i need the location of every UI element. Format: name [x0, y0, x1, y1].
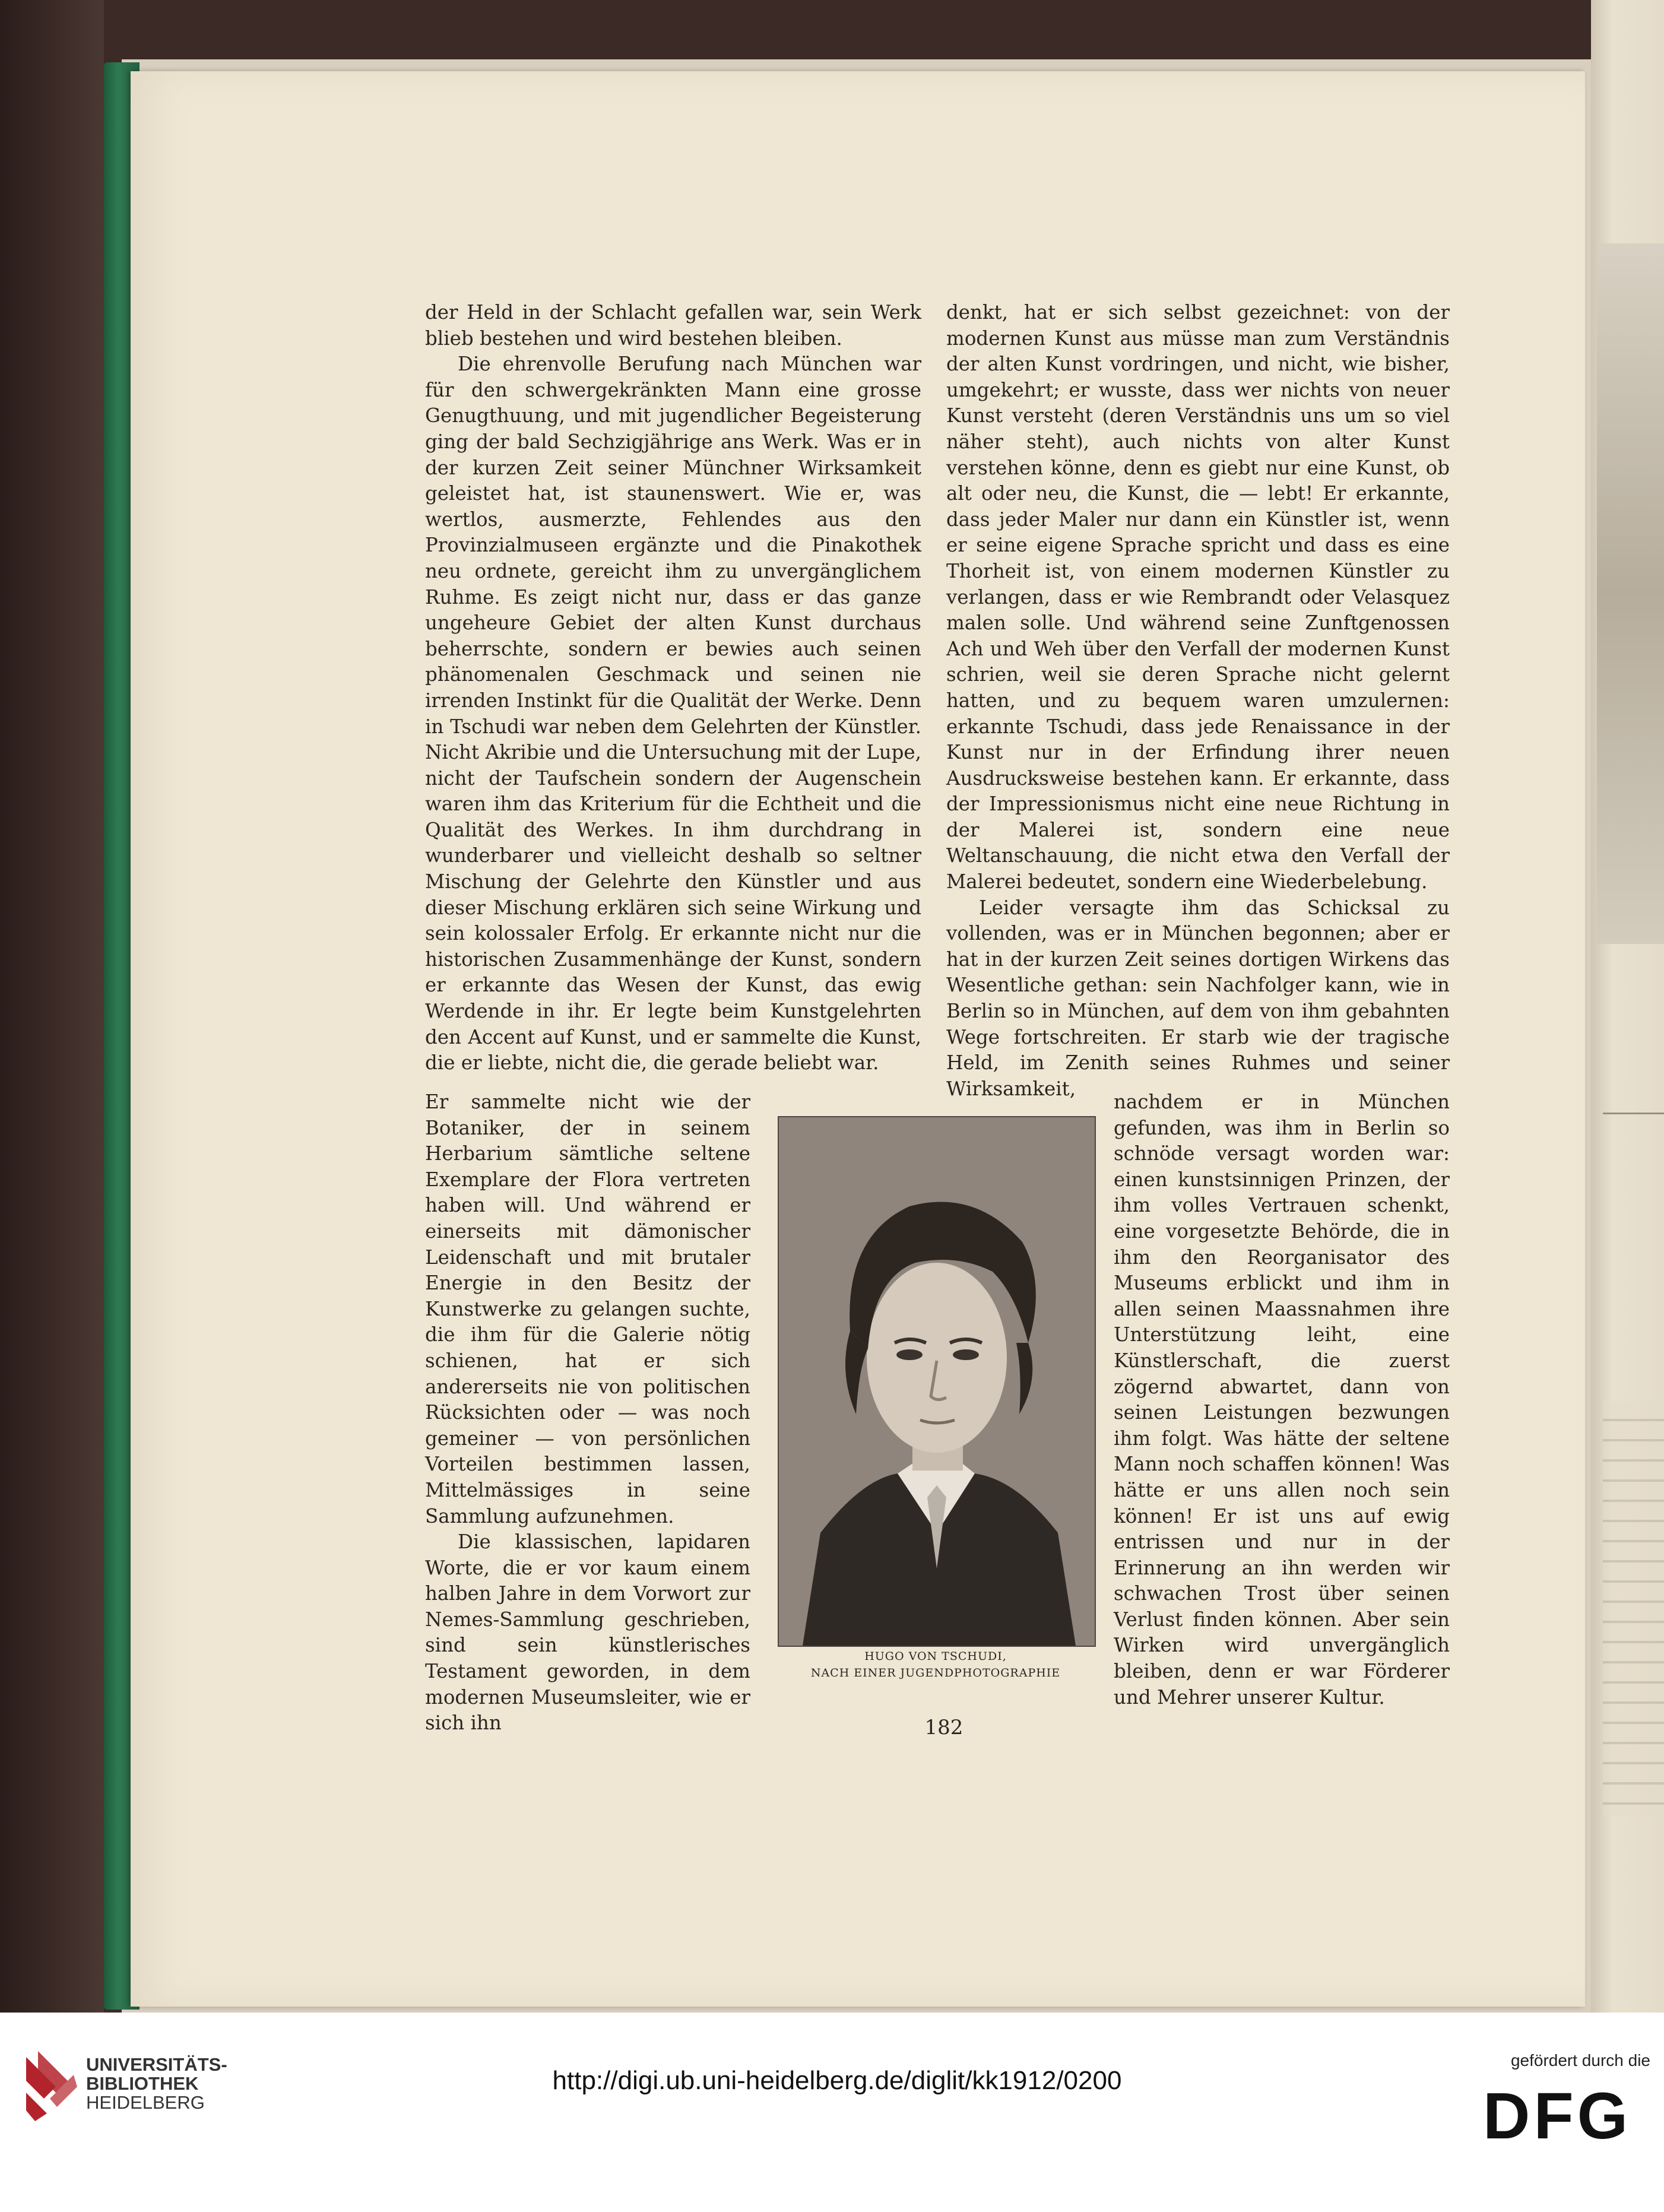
page-number: 182: [924, 1716, 963, 1739]
permalink-url[interactable]: http://digi.ub.uni-heidelberg.de/diglit/kk1912/0200: [552, 2066, 1122, 2095]
left-paragraph-1: der Held in der Schlacht gefallen war, sein Werk blieb bestehen und wird bestehen bleiben.: [425, 301, 921, 350]
caption-line-1: HUGO VON TSCHUDI,: [864, 1650, 1007, 1663]
viewer-footer: [0, 2013, 1664, 2212]
right-column-wrapped: [1114, 1089, 1450, 1710]
caption-line-2: NACH EINER JUGENDPHOTOGRAPHIE: [810, 1666, 1061, 1679]
portrait-photo: [778, 1116, 1096, 1647]
facing-page-text: [1603, 1401, 1664, 1817]
left-paragraph-3: Er sammelte nicht wie der Botaniker, der in seinem Herbarium sämtliche seltene Exemplare der Flora vertreten haben will. Und während er einerseits mit dämonischer Leidenschaft und mit brutaler Energie in den Besitz der Kunstwerke zu gelangen suchte, die ihm für die Galerie nötig schienen, hat er sich andererseits nie von politischen Rücksichten oder — was noch gemeiner — von persönlichen Vorteilen bestimmen lassen, Mittelmässiges in seine Sammlung aufzunehmen.: [425, 1091, 750, 1528]
left-column-wrapped: [425, 1089, 750, 1736]
university-library-logo-icon: [20, 2051, 77, 2121]
library-name-line-1: UNIVERSITÄTS-: [86, 2054, 227, 2075]
dfg-logo: DFG: [1483, 2080, 1632, 2153]
right-paragraph-3: nachdem er in München gefunden, was ihm in Berlin so schnöde versagt worden war: einen kunstsinnigen Prinzen, der ihm volles Vertrauen schenkt, eine vorgesetzte Behörde, die in ihm den Reorganisator des Museums erblickt und ihm in allen seinen Maassnahmen ihre Unterstützung leiht, eine Künstlerschaft, die zuerst zögernd abwartet, dann von seinen Leistungen bezwungen ihm folgt. Was hätte der seltene Mann noch schaffen können! Was hätte er uns allen noch sein können! Er ist uns auf ewig entrissen und nur in der Erinnerung an ihn werden wir schwachen Trost über seinen Verlust finden können. Aber sein Wirken wird unvergänglich bleiben, denn er war Förderer und Mehrer unserer Kultur.: [1114, 1091, 1450, 1709]
left-paragraph-2: Die ehrenvolle Berufung nach München war für den schwergekränkten Mann eine grosse Genugthuung, und mit jugendlicher Begeisterung ging der bald Sechzigjährige ans Werk. Was er in der kurzen Zeit seiner Münchner Wirksamkeit geleistet hat, ist staunenswert. Wie er, was wertlos, ausmerzte, Fehlendes aus den Provinzialmuseen ergänzte und die Pinakothek neu ordnete, gereicht ihm zu unvergänglichem Ruhme. Es zeigt nicht nur, dass er das ganze ungeheure Gebiet der alten Kunst durchaus beherrschte, sondern er bewies auch seinen phänomenalen Geschmack und seinen nie irrenden Instinkt für die Qualität der Werke. Denn in Tschudi war neben dem Gelehrten der Künstler. Nicht Akribie und die Untersuchung mit der Lupe, nicht der Taufschein sondern der Augenschein waren ihm das Kriterium für die Echtheit und die Qualität des Werkes. In ihm durchdrang in wunderbarer und vielleicht deshalb so seltner Mischung der Gelehrte den Künstler und aus dieser Mischung erklären sich seine Wirkung und sein kolossaler Erfolg. Er erkannte nicht nur die historischen Zusammenhänge der Kunst, sondern er erkannte das Wesen der Kunst, das ewig Werdende in ihr. Er legte beim Kunstgelehrten den Accent auf Kunst, und er sammelte die Kunst, die er liebte, nicht die, die gerade beliebt war.: [425, 353, 921, 1075]
facing-page-rule: [1603, 1104, 1664, 1114]
scan-background-left: [0, 0, 104, 2013]
library-name: [86, 2055, 227, 2112]
portrait-caption: [766, 1648, 1105, 1681]
right-column: [946, 300, 1450, 1102]
library-name-line-3: HEIDELBERG: [86, 2092, 205, 2113]
left-paragraph-4: Die klassischen, lapidaren Worte, die er vor kaum einem halben Jahre in dem Vorwort zur Nemes-Sammlung geschrieben, sind sein künstlerisches Testament geworden, in dem modernen Museumsleiter, wie er sich ihn: [425, 1530, 750, 1735]
left-column: [425, 300, 921, 1076]
library-name-line-2: BIBLIOTHEK: [86, 2073, 199, 2094]
right-paragraph-1: denkt, hat er sich selbst gezeichnet: von der modernen Kunst aus müsse man zum Verständnis der alten Kunst vordringen, und nicht, wie bisher, umgekehrt; er wusste, dass wer nichts von neuer Kunst versteht (deren Verständnis uns um so viel näher steht), auch nichts von alter Kunst verstehen könne, denn es giebt nur eine Kunst, ob alt oder neu, die Kunst, die — lebt! Er erkannte, dass jeder Maler nur dann ein Künstler ist, wenn er seine eigene Sprache spricht und dass es eine Thorheit ist, von einem modernen Künstler zu verlangen, dass er wie Rembrandt oder Velasquez malen solle. Und während seine Zunftgenossen Ach und Weh über den Verfall der modernen Kunst schrien, weil sie deren Sprache nicht gelernt hatten, und zu bequem waren umzulernen: erkannte Tschudi, dass jede Renaissance in der Kunst nur in der Erfindung ihrer neuen Ausdrucksweise bestehen kann. Er erkannte, dass der Impressionismus nicht eine neue Richtung in der Malerei ist, sondern eine neue Weltanschauung, die nicht etwa den Verfall der Malerei bedeutet, sondern eine Wiederbelebung.: [946, 301, 1450, 893]
funding-label: gefördert durch die: [1510, 2051, 1650, 2070]
facing-page-image: [1597, 243, 1664, 944]
portrait-illustration: [779, 1117, 1095, 1646]
right-paragraph-2: Leider versagte ihm das Schicksal zu vollenden, was er in München begonnen; aber er hat in der kurzen Zeit seines dortigen Wirkens das Wesentliche gethan: sein Nachfolger kann, wie in Berlin so in München, auf dem von ihm gebahnten Wege fortschreiten. Er starb wie der tragische Held, im Zenith seines Ruhmes und seiner Wirksamkeit,: [946, 896, 1450, 1100]
